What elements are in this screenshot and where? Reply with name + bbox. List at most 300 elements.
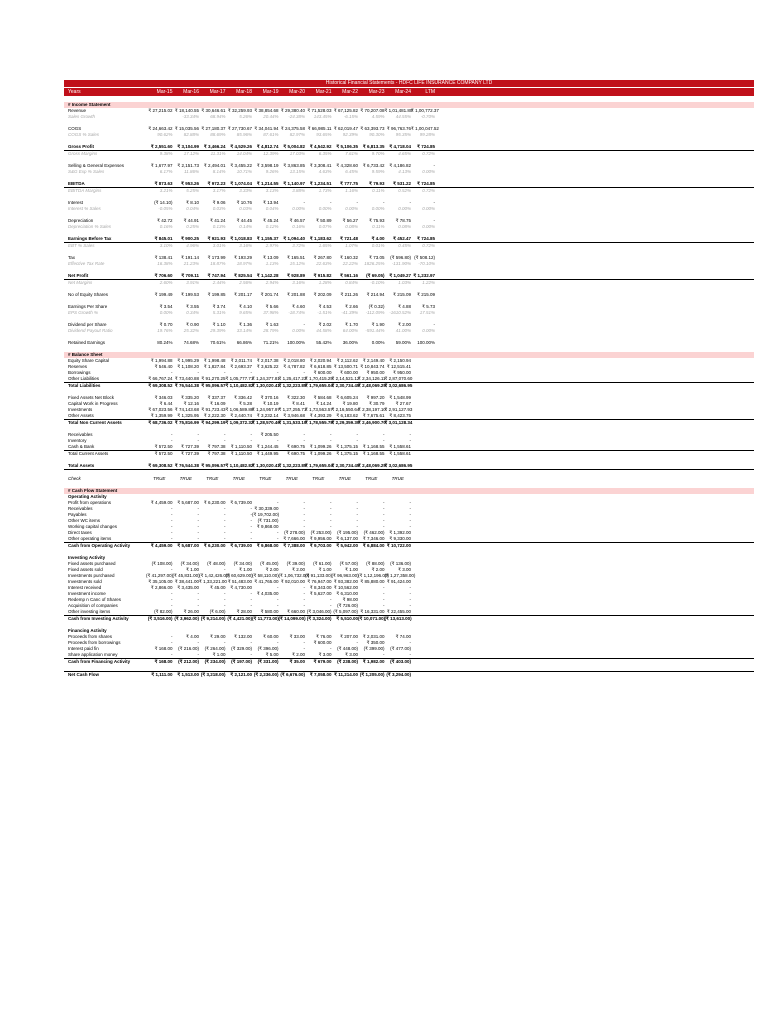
row-label: EBT % Sales xyxy=(68,243,95,248)
table-cell: ₹ 3,466.24 xyxy=(203,144,226,149)
table-cell: ₹ 44.45 xyxy=(236,218,252,223)
table-cell: ₹ 2,494.01 xyxy=(203,163,226,168)
table-cell: 0.04% xyxy=(265,206,279,211)
table-cell: 19.76% xyxy=(157,328,173,333)
table-cell: - xyxy=(303,370,305,375)
row-label: Equity Share Capital xyxy=(68,358,110,363)
table-cell: 0.45% xyxy=(398,243,411,248)
table-cell: - xyxy=(197,524,199,529)
table-cell: ₹ 8,343.00 xyxy=(309,585,332,590)
table-cell: 3.10% xyxy=(159,243,173,248)
table-cell: ₹ 2,866.00 xyxy=(150,585,173,590)
table-cell: (₹ 13,613.00) xyxy=(384,616,412,621)
table-cell: 0.03% xyxy=(212,206,226,211)
table-cell: ₹ 199.53 xyxy=(181,292,199,297)
table-cell: ₹ 1,30,020.41 xyxy=(252,463,280,468)
row-label: Fixed assets sold xyxy=(68,567,103,572)
table-cell: ₹ 336.42 xyxy=(234,395,252,400)
table-cell: ₹ 6,310.00 xyxy=(336,591,358,596)
table-cell: ₹ 199.49 xyxy=(154,292,173,297)
table-row xyxy=(64,236,754,243)
table-cell: ₹ 6.44 xyxy=(159,401,173,406)
table-cell: - xyxy=(277,530,279,535)
table-cell: ₹ 1,375.15 xyxy=(336,444,358,449)
table-cell: (₹ 45,831.00) xyxy=(172,573,200,578)
table-cell: TRUE xyxy=(285,476,298,481)
table-cell: 9.26% xyxy=(265,169,279,174)
table-cell: (₹ 1,06,732.00) xyxy=(278,573,310,578)
table-cell: - xyxy=(330,432,332,437)
table-cell: (₹ 3,294.00) xyxy=(386,672,411,677)
table-cell: (₹ 34.00) xyxy=(233,561,252,566)
table-cell: ₹ 1,168.55 xyxy=(362,451,385,456)
table-cell: 0.00% xyxy=(422,224,435,229)
table-cell: - xyxy=(303,603,305,608)
table-row xyxy=(64,144,754,151)
table-cell: - xyxy=(303,322,305,327)
table-cell: 28.79% xyxy=(263,328,279,333)
table-cell: ₹ 62,019.47 xyxy=(333,126,358,131)
table-cell: - xyxy=(250,597,252,602)
table-cell: - xyxy=(171,370,173,375)
row-label: Cash from Investing Activity xyxy=(68,616,129,621)
table-cell: - xyxy=(224,370,226,375)
table-cell: ₹ 679.00 xyxy=(313,659,332,664)
table-cell: - xyxy=(171,597,173,602)
table-cell: ₹ 12,515.41 xyxy=(386,364,411,369)
table-cell: 18.97% xyxy=(236,261,252,266)
table-cell: - xyxy=(171,524,173,529)
table-cell: ₹ 1,24,957.97 xyxy=(252,407,280,412)
row-label: Cash & Bank xyxy=(68,444,95,449)
table-cell: - xyxy=(383,506,385,511)
table-cell: ₹ 3.00 xyxy=(318,652,332,657)
table-cell: ₹ 724.85 xyxy=(417,181,435,186)
table-cell: ₹ 76,544.38 xyxy=(174,383,199,388)
table-cell: (₹ 45.00) xyxy=(260,561,279,566)
table-cell: - xyxy=(224,567,226,572)
table-cell: ₹ 68,736.02 xyxy=(148,420,173,425)
table-cell: (₹ 3,324.00) xyxy=(306,616,332,621)
table-cell: 0.00% xyxy=(398,206,411,211)
table-cell: ₹ 2,693.37 xyxy=(230,364,252,369)
table-cell xyxy=(411,476,435,482)
table-cell: ₹ 6,605.24 xyxy=(336,395,358,400)
table-cell: ₹ 214.94 xyxy=(366,292,385,297)
table-cell: ₹ 2,222.30 xyxy=(203,413,226,418)
table-cell: ₹ 2,150.94 xyxy=(389,358,411,363)
table-cell: - xyxy=(383,591,385,596)
table-cell: 0.00% xyxy=(371,206,385,211)
table-cell: ₹ 93,382.00 xyxy=(333,579,358,584)
table-cell: 0.72% xyxy=(422,151,435,156)
table-cell: - xyxy=(330,597,332,602)
table-cell: ₹ 4.60 xyxy=(292,304,305,309)
table-cell: ₹ 1,09,372.32 xyxy=(225,420,254,425)
table-cell: - xyxy=(330,512,332,517)
table-cell: ₹ 1,32,223.85 xyxy=(278,463,307,468)
table-cell: - xyxy=(250,530,252,535)
table-cell: ₹ 10,722.00 xyxy=(386,543,411,548)
table-cell: - xyxy=(197,512,199,517)
table-cell: - xyxy=(409,591,411,596)
table-cell: ₹ 71,528.03 xyxy=(307,108,332,113)
table-cell: (₹ 11,773.00) xyxy=(252,616,279,621)
table-cell: 6.45% xyxy=(345,169,358,174)
table-cell: ₹ 350.00 xyxy=(366,640,385,645)
table-cell: 0.11% xyxy=(372,188,385,193)
table-cell: ₹ 91,723.43 xyxy=(201,407,226,412)
table-cell: ₹ 1,78,555.78 xyxy=(305,420,333,425)
table-cell: ₹ 60.00 xyxy=(263,634,279,639)
table-cell: ₹ 727.39 xyxy=(181,444,199,449)
table-cell: ₹ 199.85 xyxy=(207,292,226,297)
table-cell: 0.72% xyxy=(422,188,435,193)
table-cell: - xyxy=(197,438,199,443)
table-cell: - xyxy=(433,218,435,223)
table-cell: -131.90% xyxy=(391,261,411,266)
table-cell: 1.65% xyxy=(318,243,332,248)
table-cell: ₹ 12.16 xyxy=(183,401,199,406)
row-label: Dividend per Share xyxy=(68,322,107,327)
row-label: Acquisition of companies xyxy=(68,603,118,608)
table-cell: 95.35% xyxy=(395,132,411,137)
table-cell: ₹ 825.54 xyxy=(234,273,252,278)
table-cell: 0.00% xyxy=(422,328,435,333)
table-cell: ₹ 8.10 xyxy=(186,200,199,205)
table-cell: ₹ 1,392.00 xyxy=(389,530,411,535)
table-cell: (₹ 3,962.00) xyxy=(174,616,199,621)
row-label: Net Cash Flow xyxy=(68,672,100,677)
table-cell: (₹ 731.00) xyxy=(257,518,279,523)
table-cell: ₹ 6,183.62 xyxy=(336,413,358,418)
table-cell: (₹ 136.00) xyxy=(390,561,411,566)
table-cell: - xyxy=(224,591,226,596)
table-cell: ₹ 1,155.37 xyxy=(256,236,279,241)
table-cell: - xyxy=(409,438,411,443)
table-cell: ₹ 19.80 xyxy=(342,401,358,406)
table-cell: - xyxy=(277,640,279,645)
table-cell: - xyxy=(197,518,199,523)
table-cell: - xyxy=(171,591,173,596)
table-cell: ₹ 3,435.00 xyxy=(177,585,199,590)
table-cell: ₹ 66,985.11 xyxy=(307,126,332,131)
table-row xyxy=(64,376,754,383)
table-cell: ₹ 3,232.14 xyxy=(256,413,279,418)
table-row xyxy=(64,273,754,280)
table-cell: 90.62% xyxy=(157,132,173,137)
table-cell: 9.65% xyxy=(239,310,252,315)
sheet-title: Historical Financial Statements - HDFC LIFE INSURANCE COMPANY LTD xyxy=(64,80,754,87)
row-label: Working capital changes xyxy=(68,524,117,529)
table-cell: 8.14% xyxy=(212,169,226,174)
table-cell: ₹ 0.90 xyxy=(186,322,199,327)
table-cell: ₹ 1,142.28 xyxy=(256,273,279,278)
table-cell: ₹ 3,01,128.34 xyxy=(384,420,413,425)
row-label: Total Assets xyxy=(68,463,95,468)
table-cell: 0.00% xyxy=(292,206,305,211)
table-cell: ₹ 69,308.52 xyxy=(148,383,173,388)
table-cell: (₹ 19,702.00) xyxy=(252,512,280,517)
table-cell: ₹ 5.73 xyxy=(422,304,435,309)
table-cell: ₹ 29.00 xyxy=(210,634,226,639)
table-cell: ₹ 5,004.82 xyxy=(283,144,305,149)
table-cell: - xyxy=(224,438,226,443)
table-cell: - xyxy=(409,652,411,657)
year-header: Mar-20 xyxy=(289,89,305,95)
row-label: Other Assets xyxy=(68,413,94,418)
table-cell: - xyxy=(250,603,252,608)
table-cell: ₹ 3,02,686.95 xyxy=(384,463,413,468)
table-cell: - xyxy=(197,370,199,375)
table-cell: ₹ 5,627.00 xyxy=(309,591,332,596)
table-cell: ₹ 928.89 xyxy=(287,273,305,278)
table-cell: (₹ 216.00) xyxy=(178,646,199,651)
table-cell: -1.51% xyxy=(317,310,332,315)
table-cell: - xyxy=(383,603,385,608)
table-cell: - xyxy=(197,530,199,535)
table-cell: - xyxy=(383,597,385,602)
table-cell xyxy=(411,383,435,389)
table-cell: TRUE xyxy=(312,476,325,481)
year-header: Mar-15 xyxy=(156,89,173,95)
table-cell: - xyxy=(171,530,173,535)
table-cell: ₹ 168.00 xyxy=(154,646,173,651)
table-cell: - xyxy=(277,585,279,590)
table-cell: (₹ 508.12) xyxy=(414,255,435,260)
table-cell: 90.30% xyxy=(369,132,385,137)
table-cell: 5.26% xyxy=(239,114,252,119)
table-cell: 9.38% xyxy=(159,151,173,156)
row-label: No of Equity Shares xyxy=(68,292,109,297)
table-cell: - xyxy=(303,506,305,511)
table-cell: ₹ 7,666.00 xyxy=(283,536,305,541)
table-cell: ₹ 2,112.62 xyxy=(336,358,358,363)
row-label: COGS % Sales xyxy=(68,132,100,137)
table-cell: ₹ 69,308.52 xyxy=(148,463,173,468)
table-cell: ₹ 2.02 xyxy=(318,322,332,327)
table-cell: 9.59% xyxy=(371,169,385,174)
table-cell: 0.72% xyxy=(422,243,435,248)
table-cell: 21.23% xyxy=(183,261,199,266)
table-cell: ₹ 46.57 xyxy=(289,218,305,223)
table-cell: - xyxy=(356,524,358,529)
table-cell: 70.61% xyxy=(210,340,226,345)
table-cell: ₹ 4,718.04 xyxy=(389,144,411,149)
table-cell: ₹ 10,562.00 xyxy=(333,585,358,590)
table-cell: ₹ 33.00 xyxy=(289,634,305,639)
table-cell: ₹ 2,017.38 xyxy=(256,358,279,363)
table-cell: ₹ 1,110.50 xyxy=(230,451,252,456)
table-cell: ₹ 2,46,900.70 xyxy=(358,420,386,425)
table-cell: ₹ 584.68 xyxy=(313,395,332,400)
table-cell: - xyxy=(303,500,305,505)
table-cell: ₹ 75.93 xyxy=(369,218,385,223)
table-cell: 7.61% xyxy=(345,151,358,156)
table-cell: 4.59% xyxy=(371,114,385,119)
table-cell: ₹ 7,388.00 xyxy=(283,543,305,548)
table-cell: - xyxy=(277,500,279,505)
table-cell xyxy=(146,114,173,120)
table-cell: ₹ 3.00 xyxy=(345,652,358,657)
table-cell: ₹ 4,459.00 xyxy=(150,500,173,505)
table-cell: - xyxy=(250,518,252,523)
row-label: EBITDA Margins xyxy=(68,188,102,193)
table-cell: (₹ 726.00) xyxy=(337,603,358,608)
table-cell: - xyxy=(356,432,358,437)
table-cell: 85.96% xyxy=(236,132,252,137)
table-cell: - xyxy=(277,597,279,602)
table-cell: 13.15% xyxy=(289,169,305,174)
table-cell: (₹ 329.00) xyxy=(231,646,252,651)
table-cell: ₹ 18,140.55 xyxy=(174,108,199,113)
table-cell: ₹ 690.75 xyxy=(287,451,305,456)
row-label: Inventory xyxy=(68,438,87,443)
table-cell: 0.00% xyxy=(345,206,358,211)
row-label: Interest paid fin xyxy=(68,646,99,651)
table-cell: ₹ 30,646.61 xyxy=(201,108,226,113)
table-cell: ₹ 1,24,377.81 xyxy=(252,376,280,381)
table-cell: ₹ 6,813.35 xyxy=(362,144,385,149)
table-cell: 16.38% xyxy=(157,261,173,266)
table-cell: (₹ 396.00) xyxy=(257,646,279,651)
table-cell: -0.70% xyxy=(420,114,435,119)
table-cell: - xyxy=(409,603,411,608)
table-cell: ₹ 724.85 xyxy=(417,236,435,241)
table-cell: ₹ 1,677.97 xyxy=(150,163,173,168)
table-cell: 37.98% xyxy=(263,310,279,315)
table-cell: ₹ 3,308.41 xyxy=(309,163,332,168)
table-cell: - xyxy=(250,536,252,541)
table-cell: ₹ 2.00 xyxy=(398,322,411,327)
table-cell: - xyxy=(409,200,411,205)
table-cell: (₹ 278.00) xyxy=(284,530,305,535)
table-cell: 0.00% xyxy=(422,169,435,174)
row-label: Total Liabilities xyxy=(68,383,101,388)
year-header: Mar-19 xyxy=(262,89,279,95)
table-cell: - xyxy=(356,438,358,443)
table-cell: ₹ 1,30,020.41 xyxy=(252,383,280,388)
table-cell: ₹ 7,346.00 xyxy=(362,536,385,541)
table-cell: (₹ 6,676.00) xyxy=(280,672,305,677)
table-cell: 2.44% xyxy=(212,280,226,285)
table-cell: ₹ 4.53 xyxy=(318,304,332,309)
table-cell: ₹ 1,79,655.04 xyxy=(305,383,333,388)
table-cell: (₹ 91,133.00) xyxy=(305,573,333,578)
row-label: Operating Activity xyxy=(68,494,107,499)
table-cell: ₹ 1,994.88 xyxy=(150,358,173,363)
table-cell: ₹ 2.00 xyxy=(292,567,305,572)
table-cell: - xyxy=(197,597,199,602)
table-cell: ₹ 27,730.67 xyxy=(227,126,252,131)
row-label: Depreciation xyxy=(68,218,94,223)
year-header: Mar-16 xyxy=(183,89,199,95)
table-cell: ₹ 3,598.19 xyxy=(256,163,279,168)
table-cell: - xyxy=(433,163,435,168)
table-cell: ₹ 1,548.99 xyxy=(389,395,411,400)
table-cell: ₹ 1,168.55 xyxy=(362,444,385,449)
statement-rows xyxy=(64,96,754,678)
table-cell: ₹ 709.11 xyxy=(181,273,199,278)
table-cell: - xyxy=(330,603,332,608)
table-cell: 22.22% xyxy=(342,261,358,266)
table-cell: 0.00% xyxy=(159,310,173,315)
table-cell: ₹ 51,483.00 xyxy=(227,579,252,584)
table-cell: - xyxy=(409,512,411,517)
table-cell: - xyxy=(197,652,199,657)
table-row xyxy=(64,413,754,420)
table-cell: (₹ 1,27,358.00) xyxy=(384,573,416,578)
table-cell: ₹ 74.00 xyxy=(395,634,411,639)
table-cell: 3.16% xyxy=(292,280,305,285)
table-cell: - xyxy=(250,432,252,437)
table-cell: 4.63% xyxy=(318,169,332,174)
table-cell: ₹ 13.94 xyxy=(263,200,279,205)
table-cell: - xyxy=(303,585,305,590)
years-header-row xyxy=(64,88,754,96)
table-cell: 22.63% xyxy=(316,261,332,266)
table-cell xyxy=(411,463,435,469)
table-cell: - xyxy=(250,640,252,645)
table-row xyxy=(64,671,754,678)
table-cell: 4.65% xyxy=(398,151,411,156)
table-cell: 0.11% xyxy=(372,224,385,229)
table-cell: ₹ 561.16 xyxy=(340,273,358,278)
table-cell: -591.44% xyxy=(365,328,385,333)
table-cell: ₹ 75,816.99 xyxy=(174,420,199,425)
table-row xyxy=(64,658,754,665)
table-cell: ₹ 452.47 xyxy=(393,236,411,241)
row-label: Other investing items xyxy=(68,609,111,614)
table-cell: ₹ 1,31,533.10 xyxy=(278,420,307,425)
table-cell: ₹ 900.25 xyxy=(181,236,199,241)
table-cell: 100.00% xyxy=(287,340,305,345)
table-cell: - xyxy=(383,438,385,443)
table-cell: - xyxy=(409,500,411,505)
row-label: Total Non Current Assets xyxy=(68,420,122,425)
row-label: Redemp n Canc of Shares xyxy=(68,597,122,602)
row-label: Depreciation % Sales xyxy=(68,224,112,229)
table-cell: 4.96% xyxy=(186,243,199,248)
table-cell: ₹ 10,843.74 xyxy=(360,364,385,369)
table-cell: ₹ 3,455.22 xyxy=(230,163,252,168)
table-cell: - xyxy=(433,322,435,327)
table-cell: 66.86% xyxy=(236,340,252,345)
table-cell: 44.55% xyxy=(395,114,411,119)
table-cell: ₹ 1.10 xyxy=(212,322,226,327)
table-cell: 74.68% xyxy=(183,340,199,345)
row-label: Earnings Per Share xyxy=(68,304,108,309)
table-cell: 11.86% xyxy=(184,169,199,174)
table-cell: ₹ 1,558.61 xyxy=(389,444,411,449)
table-cell: ₹ 2,48,069.25 xyxy=(358,383,386,388)
table-cell: 3.91% xyxy=(186,280,199,285)
table-row xyxy=(64,444,754,451)
table-cell: (₹ 238.00) xyxy=(337,659,358,664)
table-cell: ₹ 1,00,047.52 xyxy=(411,126,439,131)
table-cell: (₹ 253.00) xyxy=(310,530,332,535)
table-cell: - xyxy=(197,603,199,608)
table-cell: (₹ 3,046.00) xyxy=(306,609,332,614)
table-cell: ₹ 41,765.00 xyxy=(254,579,279,584)
table-cell: ₹ 79.93 xyxy=(369,181,385,186)
table-cell: - xyxy=(303,524,305,529)
table-cell: 1.13% xyxy=(265,261,279,266)
table-cell: ₹ 207.00 xyxy=(340,634,358,639)
table-cell: ₹ 580.00 xyxy=(260,609,279,614)
table-cell: - xyxy=(330,438,332,443)
section-label: # Cash Flow Statement xyxy=(68,488,118,493)
